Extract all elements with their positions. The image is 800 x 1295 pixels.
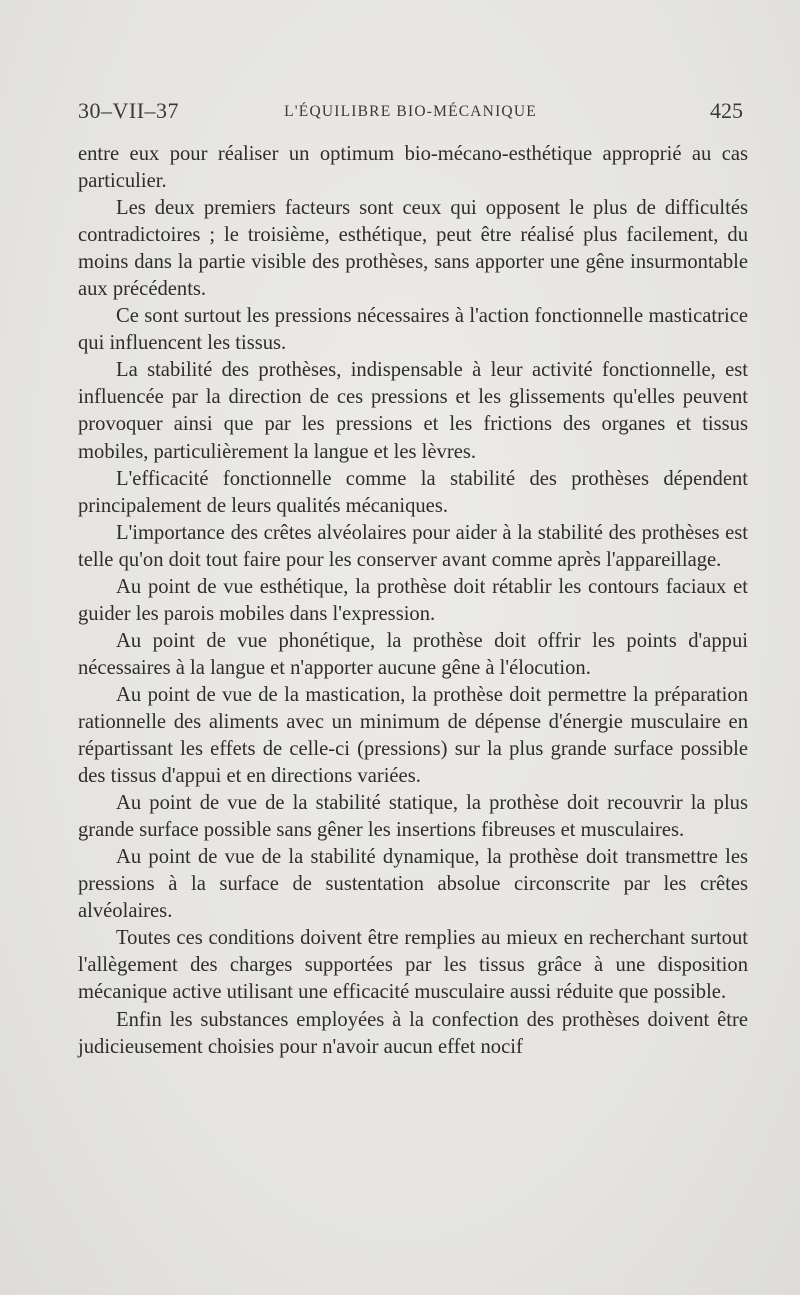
paragraph: L'importance des crêtes alvéolaires pour aider à la stabilité des prothèses est telle qu'on doit tout faire pour les conserver avant comme après l'appareillage. [78,521,748,571]
running-head [78,98,743,128]
paragraph: Au point de vue esthétique, la prothèse doit rétablir les contours faciaux et guider les parois mobiles dans l'expression. [78,575,748,625]
paragraph: Au point de vue de la stabilité statique, la prothèse doit recouvrir la plus grande surface possible sans gêner les insertions fibreuses et musculaires. [78,792,748,842]
paragraph: Les deux premiers facteurs sont ceux qui opposent le plus de difficultés contradictoires ; le troisième, esthétique, peut être réalisé plus facilement, du moins dans la partie visible des prothèses, sans apporter une gêne insurmontable aux précédents. [78,197,748,301]
paragraph: Au point de vue phonétique, la prothèse doit offrir les points d'appui nécessaires à la langue et n'apporter aucune gêne à l'élocution. [78,629,748,679]
paragraph: Ce sont surtout les pressions nécessaires à l'action fonctionnelle masticatrice qui influencent les tissus. [78,305,748,355]
paragraph: entre eux pour réaliser un optimum bio-mécano-esthétique approprié au cas particulier. [78,143,748,193]
paragraph: Toutes ces conditions doivent être remplies au mieux en recherchant surtout l'allègement des charges supportées par les tissus grâce à une disposition mécanique active utilisant une efficacité musculaire aussi réduite que possible. [78,927,748,1004]
paragraph: L'efficacité fonctionnelle comme la stabilité des prothèses dépendent principalement de leurs qualités mécaniques. [78,467,748,517]
paragraph: Enfin les substances employées à la confection des prothèses doivent être judicieusement choisies pour n'avoir aucun effet nocif [78,1008,748,1058]
body-text [78,141,748,1061]
paragraph: Au point de vue de la mastication, la prothèse doit permettre la préparation rationnelle des aliments avec un minimum de dépense d'énergie musculaire en répartissant les effets de celle-ci (pressions) sur la plus grande surface possible des tissus d'appui et en directions variées. [78,683,748,788]
page-number: 425 [710,98,743,123]
header-title: L'ÉQUILIBRE BIO-MÉCANIQUE [284,103,537,120]
header-date: 30–VII–37 [78,98,180,123]
paragraph: Au point de vue de la stabilité dynamique, la prothèse doit transmettre les pressions à la surface de sustentation absolue circonscrite par les crêtes alvéolaires. [78,846,748,923]
paragraph: La stabilité des prothèses, indispensable à leur activité fonctionnelle, est influencée par la direction de ces pressions et les glissements qu'elles peuvent provoquer ainsi que par les pressions et les frictions des organes et tissus mobiles, particulièrement la langue et les lèvres. [78,359,748,463]
